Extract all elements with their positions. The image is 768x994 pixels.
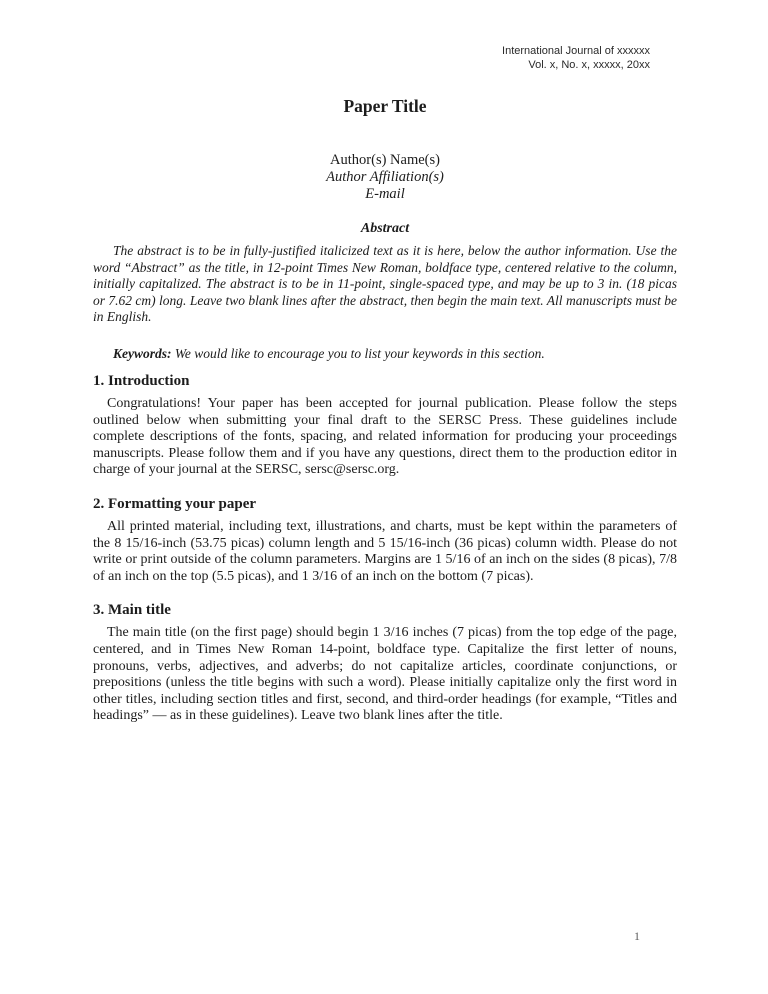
paper-title: Paper Title <box>343 96 427 116</box>
section-body-introduction: Congratulations! Your paper has been accepted for journal publication. Please follow the steps outlined below when submitting your final draft to the SERSC Press. These guidelines include complete descriptions of the fonts, spacing, and related information for producing your proceedings manuscripts. Please follow them and if you have any questions, direct them to the production editor in charge of your journal at the SERSC, sersc@sersc.org. <box>93 395 677 478</box>
keywords-label: Keywords: <box>113 345 172 361</box>
volume-issue-line: Vol. x, No. x, xxxxx, 20xx <box>528 59 650 71</box>
section-heading-introduction: 1. Introduction <box>93 372 190 389</box>
keywords-line <box>93 345 677 362</box>
keywords-text: We would like to encourage you to list your keywords in this section. <box>174 345 545 361</box>
journal-name-line: International Journal of xxxxxx <box>502 45 650 57</box>
section-heading-formatting: 2. Formatting your paper <box>93 495 257 512</box>
page-number: 1 <box>634 929 640 943</box>
section-heading-main-title: 3. Main title <box>93 602 171 619</box>
running-head <box>93 44 650 72</box>
section-body-main-title: The main title (on the first page) should begin 1 3/16 inches (7 picas) from the top edge of the page, centered, and in Times New Roman 14-point, boldface type. Capitalize the first letter of nouns, pronouns, verbs, adjectives, and adverbs; do not capitalize articles, coordinate conjunctions, or prepositions (unless the title begins with such a word). Please initially capitalize only the first word in other titles, including section titles and first, second, and third-order headings (for example, “Titles and headings” — as in these guidelines). Leave two blank lines after the title. <box>93 625 677 724</box>
author-affiliation: Author Affiliation(s) <box>326 169 444 185</box>
abstract-heading: Abstract <box>360 221 410 236</box>
author-block <box>93 152 677 203</box>
section-body-formatting: All printed material, including text, illustrations, and charts, must be kept within the parameters of the 8 15/16-inch (53.75 picas) column length and 5 15/16-inch (36 picas) column width. Please do not write or print outside of the column parameters. Margins are 1 5/16 of an inch on the sides (8 picas), 7/8 of an inch on the top (5.5 picas), and 1 3/16 of an inch on the bottom (7 picas). <box>93 518 677 584</box>
author-email: E-mail <box>365 186 405 202</box>
abstract-text: The abstract is to be in fully-justified italicized text as it is here, below the author information. Use the word “Abstract” as the title, in 12-point Times New Roman, boldface type, centered relative to the column, initially capitalized. The abstract is to be in 11-point, single-spaced type, and may be up to 3 in. (18 picas or 7.62 cm) long. Leave two blank lines after the abstract, then begin the main text. All manuscripts must be in English. <box>93 243 677 325</box>
author-name: Author(s) Name(s) <box>330 152 440 168</box>
